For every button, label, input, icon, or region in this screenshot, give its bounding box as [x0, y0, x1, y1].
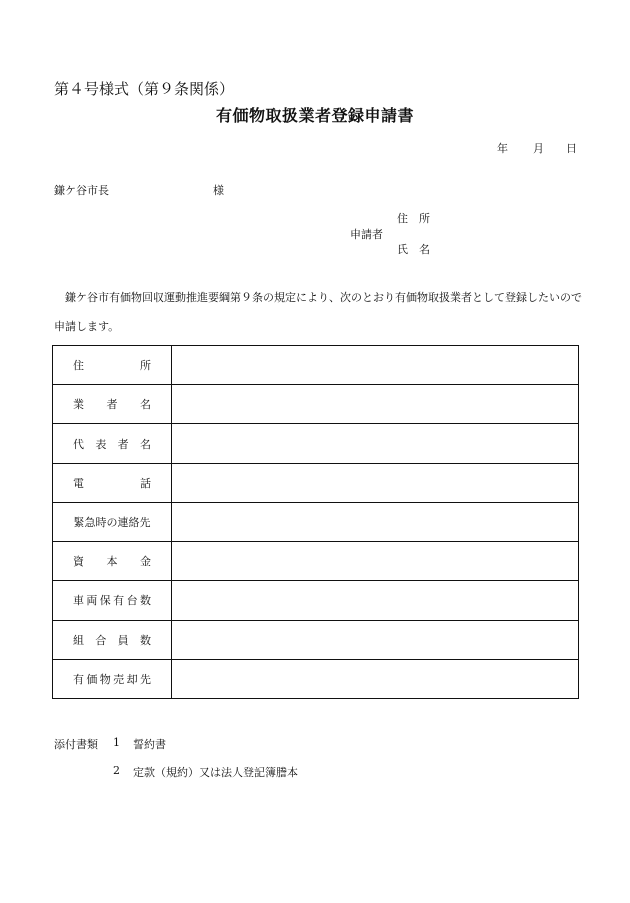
row-label-cell: [53, 542, 172, 581]
row-label-char: 売: [113, 672, 125, 686]
applicant-name-label-2: 名: [419, 243, 430, 256]
row-label-cell: [53, 346, 172, 385]
attachment-number: 1: [113, 736, 120, 749]
row-label-char: 台: [126, 594, 138, 608]
applicant-address-label-2: 所: [419, 212, 430, 225]
application-statement: 鎌ケ谷市有価物回収運動推進要綱第９条の規定により、次のとおり有価物取扱業者として登録したいので申請します。: [54, 291, 582, 333]
row-label-char: 資: [73, 555, 84, 569]
date-month-label: 月: [533, 142, 544, 155]
row-label-cell: [53, 424, 172, 463]
row-label-char: 組: [73, 633, 84, 647]
attachments-heading: 添付書類: [54, 738, 98, 751]
row-label-char: 所: [140, 359, 151, 373]
table-row: [53, 502, 579, 541]
row-label: [53, 475, 171, 491]
row-label: [53, 514, 171, 530]
row-label-cell: [53, 620, 172, 659]
table-row: [53, 542, 579, 581]
row-label-cell: [53, 385, 172, 424]
row-value-field[interactable]: [172, 463, 579, 502]
addressee-honorific: 様: [213, 184, 224, 197]
table-row: [53, 620, 579, 659]
row-label: [53, 592, 171, 608]
row-label-char: 電: [73, 476, 84, 490]
row-value-field[interactable]: [172, 346, 579, 385]
row-label-char: 保: [99, 594, 111, 608]
row-value-field[interactable]: [172, 542, 579, 581]
row-value-field[interactable]: [172, 620, 579, 659]
row-label-char: 名: [139, 437, 151, 451]
row-value-field[interactable]: [172, 659, 579, 698]
form-number: 第４号様式（第９条関係）: [54, 80, 235, 98]
row-label-char: 者: [106, 398, 118, 412]
attachment-name: 誓約書: [133, 738, 166, 751]
row-label-cell: [53, 502, 172, 541]
table-row: [53, 424, 579, 463]
row-label-char: 名: [140, 398, 151, 412]
row-label-char: 者: [117, 437, 129, 451]
row-label-char: 却: [126, 672, 138, 686]
row-label-char: 表: [95, 437, 107, 451]
attachment-name: 定款（規約）又は法人登記簿謄本: [133, 766, 298, 779]
row-label-char: 価: [86, 672, 98, 686]
row-label-char: 業: [73, 398, 84, 412]
row-label: [53, 632, 171, 648]
row-label-cell: [53, 581, 172, 620]
row-label-char: 有: [73, 672, 84, 686]
row-label-char: 合: [95, 633, 107, 647]
row-label-char: 数: [139, 594, 151, 608]
table-row: [53, 463, 579, 502]
table-row: [53, 346, 579, 385]
row-value-field[interactable]: [172, 502, 579, 541]
row-label-char: 物: [99, 672, 111, 686]
addressee-name: 鎌ケ谷市長: [54, 184, 109, 197]
row-value-field[interactable]: [172, 581, 579, 620]
row-label: [53, 671, 171, 687]
row-label: [53, 436, 171, 452]
row-value-field[interactable]: [172, 424, 579, 463]
row-label-char: 本: [106, 555, 118, 569]
row-label-char: 住: [73, 359, 84, 373]
row-label-char: 話: [140, 476, 151, 490]
attachment-number: 2: [113, 764, 120, 777]
applicant-address-label-1: 住: [397, 212, 408, 225]
row-label: [53, 553, 171, 569]
row-label: [53, 396, 171, 412]
row-label-char: 金: [140, 555, 151, 569]
row-label-char: 代: [73, 437, 84, 451]
date-year-label: 年: [497, 142, 508, 155]
row-value-field[interactable]: [172, 385, 579, 424]
row-label-char: 両: [86, 594, 98, 608]
applicant-name-label-1: 氏: [397, 243, 408, 256]
row-label-char: 緊急時の連絡先: [73, 515, 151, 529]
date-day-label: 日: [566, 142, 577, 155]
row-label-cell: [53, 659, 172, 698]
row-label-char: 車: [73, 594, 84, 608]
applicant-role: 申請者: [350, 228, 383, 241]
table-row: [53, 659, 579, 698]
row-label-char: 先: [139, 672, 151, 686]
table-row: [53, 581, 579, 620]
row-label-char: 数: [139, 633, 151, 647]
document-title: 有価物取扱業者登録申請書: [215, 106, 414, 125]
table-row: [53, 385, 579, 424]
row-label: [53, 357, 171, 373]
row-label-cell: [53, 463, 172, 502]
application-table: [52, 345, 579, 699]
row-label-char: 有: [113, 594, 125, 608]
row-label-char: 員: [117, 633, 129, 647]
